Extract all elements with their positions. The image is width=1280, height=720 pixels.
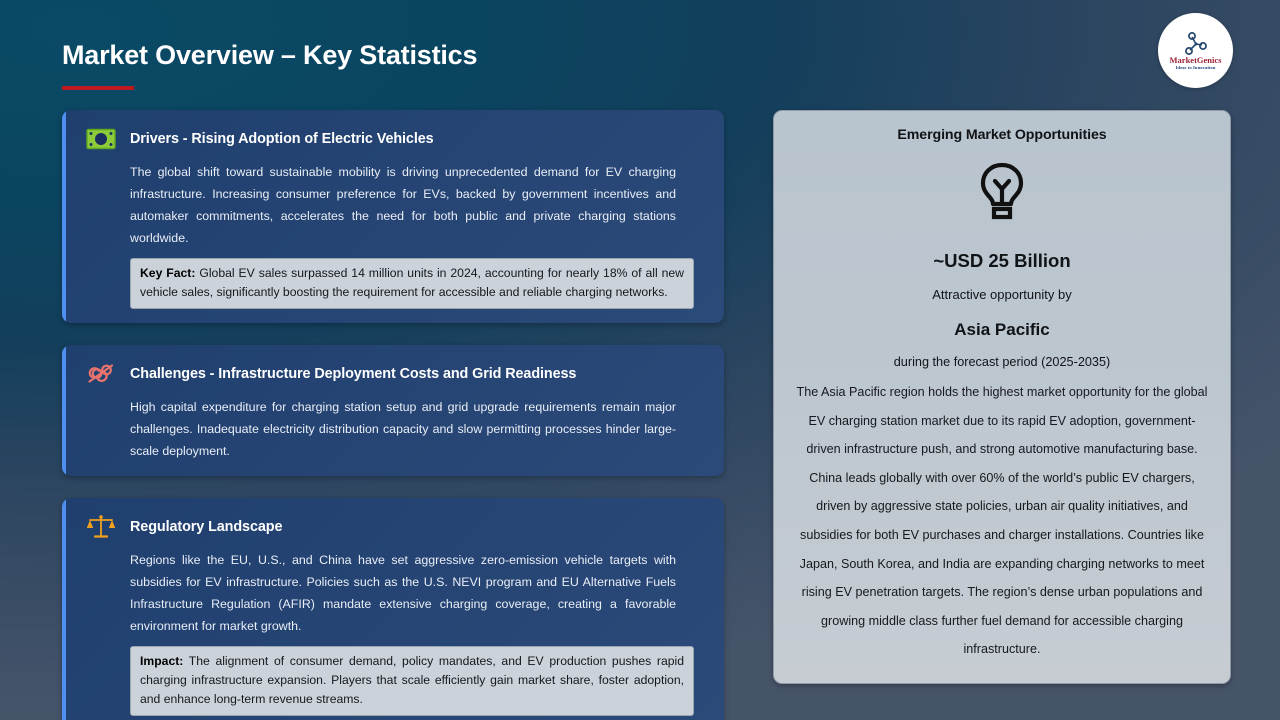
emerging-opportunities-panel bbox=[773, 110, 1231, 684]
panel-description: The Asia Pacific region holds the highest market opportunity for the global EV charging station market due to its rapid EV adoption, government-driven infrastructure push, and strong automotive manufacturing base. China leads globally with over 60% of the world’s public EV chargers, driven by aggressive state policies, urban air quality initiatives, and subsidies for both EV purchases and charger installations. Countries like Japan, South Korea, and India are expanding charging networks to meet rising EV penetration targets. The region’s dense urban populations and growing middle class further fuel demand for accessible charging infrastructure. bbox=[796, 385, 1208, 657]
opportunity-subtitle: Attractive opportunity by bbox=[932, 287, 1072, 302]
card-body-text: The global shift toward sustainable mobility is driving unprecedented demand for EV charging infrastructure. Increasing consumer preference for EVs, backed by government incentives and automaker commitments, accelerates the need for both public and private charging stations worldwide. bbox=[130, 165, 676, 245]
logo-name: MarketGenics bbox=[1169, 54, 1222, 65]
banknote-icon bbox=[84, 124, 118, 154]
callout-text: The alignment of consumer demand, policy mandates, and EV production pushes rapid charging infrastructure expansion. Players that scale efficiently gain market share, foster adoption, and enhance long-term revenue streams. bbox=[140, 654, 684, 706]
card-body-text: High capital expenditure for charging station setup and grid upgrade requirements remain major challenges. Inadequate electricity distribution capacity and slow permitting processes hinder large-scale deployment. bbox=[130, 400, 676, 458]
page-title: Market Overview – Key Statistics bbox=[62, 40, 478, 70]
broken-link-icon bbox=[84, 359, 118, 389]
logo-network-icon bbox=[1183, 31, 1209, 55]
card-title: Drivers - Rising Adoption of Electric Vehicles bbox=[130, 131, 434, 147]
card-callout-keyfact bbox=[130, 258, 694, 309]
card-body-text: Regions like the EU, U.S., and China have set aggressive zero-emission vehicle targets with subsidies for EV infrastructure. Policies such as the U.S. NEVI program and EU Alternative Fuels Infrastructure Regulation (AFIR) mandate extensive charging coverage, creating a favorable environment for market growth. bbox=[130, 553, 676, 633]
opportunity-region: Asia Pacific bbox=[954, 320, 1050, 339]
callout-label: Key Fact: bbox=[140, 266, 196, 280]
card-header bbox=[84, 359, 708, 389]
lightbulb-icon bbox=[976, 161, 1028, 228]
card-header bbox=[84, 512, 708, 542]
card-header bbox=[84, 124, 708, 154]
forecast-period: during the forecast period (2025-2035) bbox=[893, 355, 1111, 369]
panel-title: Emerging Market Opportunities bbox=[897, 127, 1107, 143]
card-callout-impact bbox=[130, 646, 694, 716]
card-regulatory bbox=[62, 498, 724, 720]
callout-text: Global EV sales surpassed 14 million units in 2024, accounting for nearly 18% of all new vehicle sales, significantly boosting the requirement for accessible and reliable charging networks. bbox=[140, 266, 684, 299]
logo-tagline: Ideas to Innovation bbox=[1175, 65, 1216, 70]
insight-card-list bbox=[62, 110, 724, 720]
card-title: Challenges - Infrastructure Deployment Costs and Grid Readiness bbox=[130, 366, 577, 382]
balance-scale-icon bbox=[84, 512, 118, 542]
card-challenges bbox=[62, 345, 724, 476]
title-underline-rule bbox=[62, 86, 134, 90]
card-title: Regulatory Landscape bbox=[130, 519, 283, 535]
callout-label: Impact: bbox=[140, 654, 184, 668]
company-logo bbox=[1158, 13, 1233, 88]
opportunity-value: ~USD 25 Billion bbox=[933, 250, 1071, 271]
card-drivers bbox=[62, 110, 724, 323]
